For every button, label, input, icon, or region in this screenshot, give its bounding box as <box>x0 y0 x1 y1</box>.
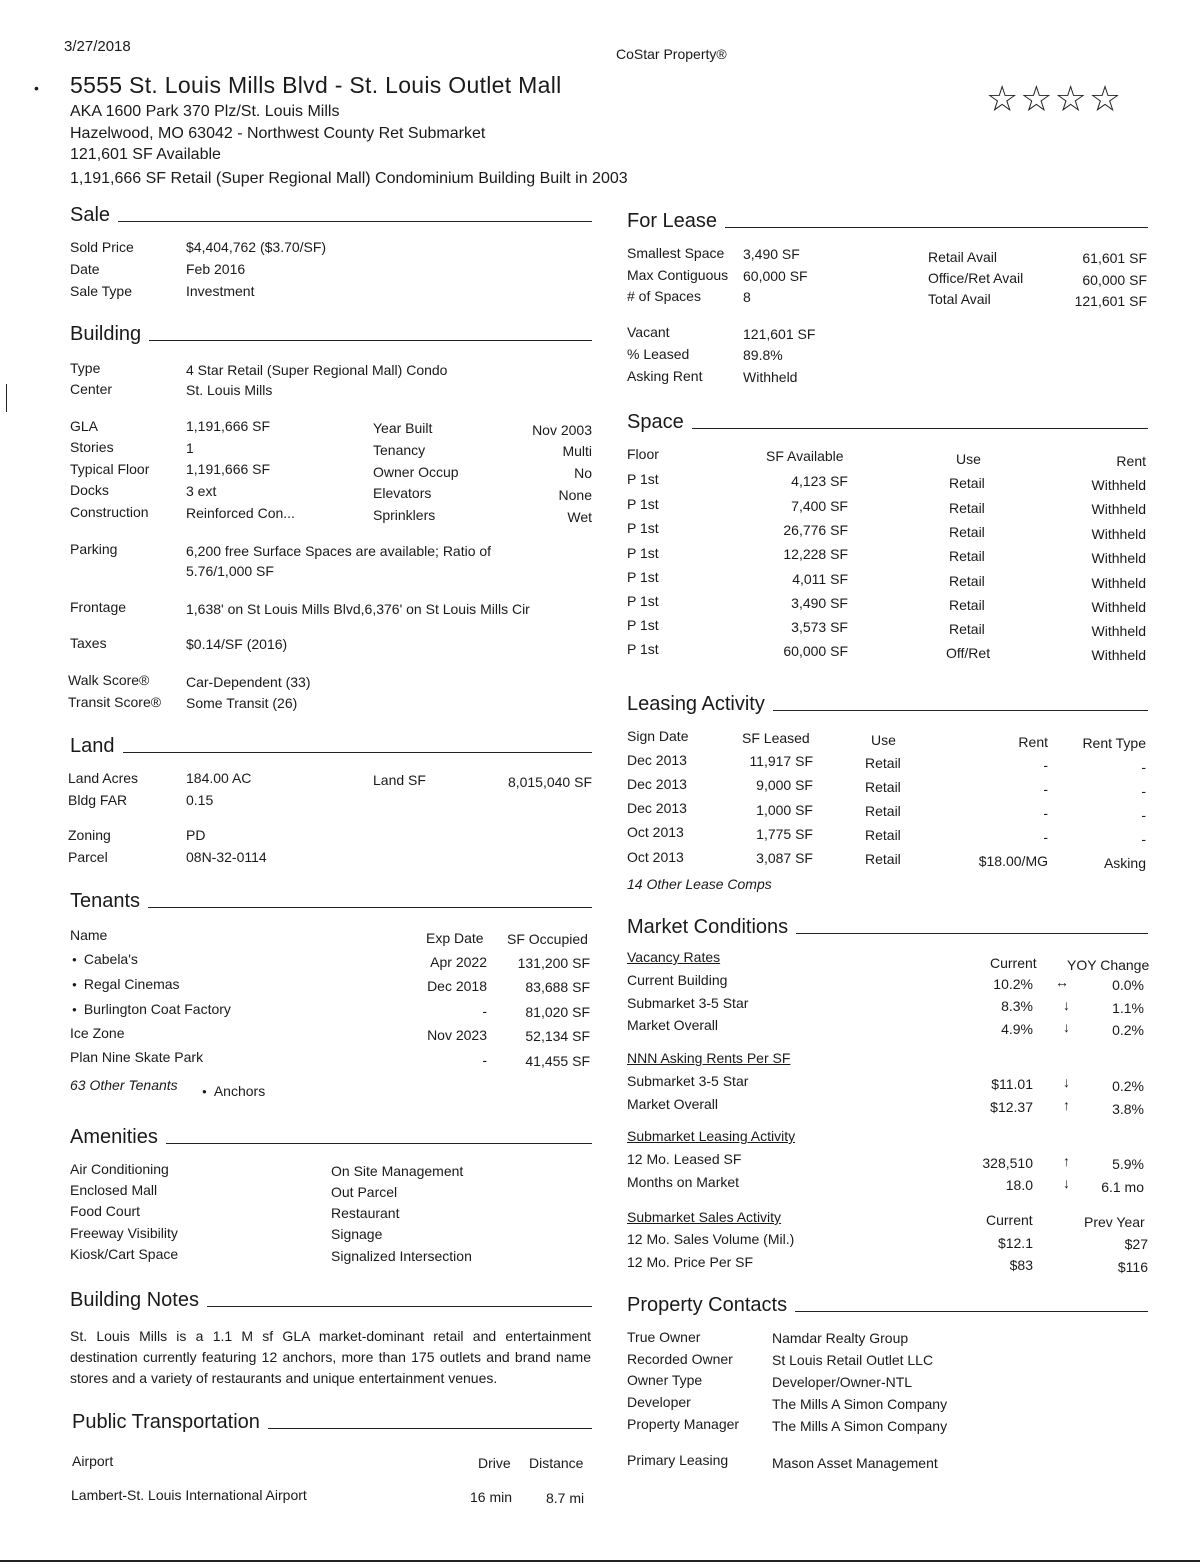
leasing-sf: 9,000 SF <box>756 777 813 793</box>
down-arrow-icon: ↓ <box>1063 997 1070 1013</box>
leasing-sf: 3,087 SF <box>756 850 813 866</box>
building-value: 3 ext <box>186 483 217 499</box>
building-value: 1,191,666 SF <box>186 418 271 434</box>
space-heading: Space <box>627 411 1148 434</box>
space-rent: Withheld <box>1091 623 1146 639</box>
market-current: 18.0 <box>1005 1177 1033 1193</box>
sales-col-current: Current <box>986 1212 1033 1228</box>
building-value: No <box>574 465 592 481</box>
leasing-col-date: Sign Date <box>627 728 689 744</box>
sale-heading: Sale <box>70 204 592 227</box>
available-line: 121,601 SF Available <box>70 146 221 163</box>
market-change: 3.8% <box>1112 1101 1144 1117</box>
sale-value: Investment <box>186 283 255 299</box>
taxes-label: Taxes <box>70 635 107 651</box>
frontage-label: Frontage <box>70 599 127 615</box>
asking-rents-subheading: NNN Asking Rents Per SF <box>627 1050 791 1066</box>
building-label: Docks <box>70 482 109 498</box>
leased-value: 89.8% <box>743 347 783 363</box>
lease-label: Total Avail <box>928 291 991 307</box>
leasing-col-sf: SF Leased <box>742 730 810 746</box>
leasing-date: Oct 2013 <box>627 849 684 865</box>
sale-label: Date <box>70 261 100 277</box>
amenity-item: Food Court <box>70 1203 141 1219</box>
leasing-sf: 1,000 SF <box>756 802 813 818</box>
market-label: Market Overall <box>627 1017 719 1033</box>
airport-name: Lambert-St. Louis International Airport <box>71 1487 307 1503</box>
building-label: Year Built <box>373 420 433 436</box>
space-col-floor: Floor <box>627 446 659 462</box>
leasing-type: - <box>1141 807 1146 823</box>
lease-label: Smallest Space <box>627 245 725 261</box>
leasing-rent: - <box>1043 757 1048 773</box>
tenant-sf: 52,134 SF <box>525 1028 590 1044</box>
primary-leasing-value: Mason Asset Management <box>772 1455 938 1471</box>
sales-label: 12 Mo. Price Per SF <box>627 1254 754 1270</box>
space-use: Retail <box>949 573 985 589</box>
lease-label: Max Contiguous <box>627 267 729 283</box>
tenant-exp: Nov 2023 <box>427 1027 487 1043</box>
lease-label: Office/Ret Avail <box>928 270 1024 286</box>
space-use: Retail <box>949 548 985 564</box>
tenant-name-anchor: ● Burlington Coat Factory <box>72 1001 231 1017</box>
primary-leasing-label: Primary Leasing <box>627 1452 729 1468</box>
tenant-sf: 131,200 SF <box>517 955 590 971</box>
space-use: Off/Ret <box>946 645 991 661</box>
lease-value: 60,000 SF <box>1082 272 1147 288</box>
building-label: Typical Floor <box>70 461 150 477</box>
tenant-exp: - <box>482 1003 487 1019</box>
building-center-label: Center <box>70 381 113 397</box>
market-current: $11.01 <box>991 1076 1033 1092</box>
market-change: 0.2% <box>1112 1022 1144 1038</box>
amenity-item: Air Conditioning <box>70 1161 169 1177</box>
building-notes-text: St. Louis Mills is a 1.1 M sf GLA market-dominant retail and entertainment destination currently featuring 12 anchors, more than 175 outlets and brand name stores and a variety of restaurants and unique entertainment venues. <box>70 1328 591 1386</box>
building-type-value: 4 Star Retail (Super Regional Mall) Condo <box>186 362 448 378</box>
amenity-item: Signage <box>331 1226 383 1242</box>
market-col-yoy: YOY Change <box>1067 957 1150 973</box>
taxes-value: $0.14/SF (2016) <box>186 636 288 652</box>
sales-label: 12 Mo. Sales Volume (Mil.) <box>627 1231 795 1247</box>
tenants-heading: Tenants <box>70 890 592 913</box>
no-change-arrow-icon: ↔ <box>1055 974 1069 990</box>
leasing-rent: - <box>1043 781 1048 797</box>
zoning-value: PD <box>186 827 206 843</box>
leasing-activity-heading: Leasing Activity <box>627 693 1148 716</box>
market-col-current: Current <box>990 955 1037 971</box>
sale-value: $4,404,762 ($3.70/SF) <box>186 239 327 255</box>
contact-label: Recorded Owner <box>627 1351 733 1367</box>
contact-value: The Mills A Simon Company <box>772 1396 948 1412</box>
contact-value: St Louis Retail Outlet LLC <box>772 1352 934 1368</box>
leasing-rent: - <box>1043 805 1048 821</box>
market-label: 12 Mo. Leased SF <box>627 1151 742 1167</box>
contact-value: Namdar Realty Group <box>772 1330 909 1346</box>
parcel-label: Parcel <box>68 849 108 865</box>
building-value: Wet <box>567 509 592 525</box>
space-col-rent: Rent <box>1116 453 1146 469</box>
amenity-item: Freeway Visibility <box>70 1225 178 1241</box>
leasing-type: Asking <box>1103 855 1146 871</box>
leasing-rent: $18.00/MG <box>978 853 1048 869</box>
building-heading: Building <box>70 323 592 346</box>
transport-col-drive: Drive <box>478 1455 511 1471</box>
lease-value: 3,490 SF <box>743 246 800 262</box>
market-label: Months on Market <box>627 1174 740 1190</box>
space-sf: 12,228 SF <box>783 546 848 562</box>
building-label: GLA <box>70 418 99 434</box>
space-floor: P 1st <box>627 545 659 561</box>
frontage-value: 1,638' on St Louis Mills Blvd,6,376' on St Louis Mills Cir <box>186 601 530 617</box>
space-floor: P 1st <box>627 569 659 585</box>
amenities-heading: Amenities <box>70 1126 592 1149</box>
for-lease-heading: For Lease <box>627 210 1148 233</box>
leasing-col-rent: Rent <box>1018 734 1048 750</box>
contact-label: Property Manager <box>627 1416 740 1432</box>
market-current: 328,510 <box>982 1155 1033 1171</box>
brand-label: CoStar Property® <box>616 46 727 62</box>
amenity-item: Restaurant <box>331 1205 400 1221</box>
amenity-item: Enclosed Mall <box>70 1182 158 1198</box>
space-sf: 4,011 SF <box>792 571 848 587</box>
space-floor: P 1st <box>627 641 659 657</box>
contact-label: True Owner <box>627 1329 701 1345</box>
vacant-label: Vacant <box>627 324 670 340</box>
space-floor: P 1st <box>627 593 659 609</box>
space-floor: P 1st <box>627 471 659 487</box>
space-rent: Withheld <box>1091 501 1146 517</box>
land-heading: Land <box>70 735 592 758</box>
up-arrow-icon: ↑ <box>1063 1153 1070 1169</box>
sales-prev: $27 <box>1124 1236 1148 1252</box>
sale-label: Sale Type <box>70 283 133 299</box>
tenants-col-name: Name <box>70 927 108 943</box>
leasing-sf: 1,775 SF <box>756 826 813 842</box>
space-rent: Withheld <box>1091 550 1146 566</box>
contact-value: The Mills A Simon Company <box>772 1418 948 1434</box>
zoning-label: Zoning <box>68 827 111 843</box>
lease-value: 61,601 SF <box>1082 250 1147 266</box>
market-current: $12.37 <box>990 1099 1033 1115</box>
space-sf: 3,490 SF <box>791 595 848 611</box>
tenant-exp: - <box>482 1052 487 1068</box>
transport-col-distance: Distance <box>529 1455 584 1471</box>
space-use: Retail <box>949 475 985 491</box>
leasing-use: Retail <box>865 779 901 795</box>
building-center-value: St. Louis Mills <box>186 382 273 398</box>
location-line: Hazelwood, MO 63042 - Northwest County Ret Submarket <box>70 125 486 142</box>
other-lease-comps-note: 14 Other Lease Comps <box>627 876 772 892</box>
building-type-label: Type <box>70 360 101 376</box>
building-value: Nov 2003 <box>532 422 592 438</box>
other-tenants-note: 63 Other Tenants <box>70 1077 178 1093</box>
building-desc-line: 1,191,666 SF Retail (Super Regional Mall) Condominium Building Built in 2003 <box>70 170 628 187</box>
lease-value: 8 <box>743 289 751 305</box>
market-change: 6.1 mo <box>1101 1179 1144 1195</box>
walk-score-value: Car-Dependent (33) <box>186 674 311 690</box>
building-value: 1 <box>186 440 194 456</box>
lease-value: 121,601 SF <box>1074 293 1147 309</box>
market-label: Submarket 3-5 Star <box>627 995 749 1011</box>
down-arrow-icon: ↓ <box>1063 1074 1070 1090</box>
leasing-subheading: Submarket Leasing Activity <box>627 1128 796 1144</box>
market-change: 1.1% <box>1112 1000 1144 1016</box>
leasing-type: - <box>1141 759 1146 775</box>
leasing-use: Retail <box>865 827 901 843</box>
market-current: 8.3% <box>1001 998 1033 1014</box>
space-rent: Withheld <box>1091 599 1146 615</box>
bldg-far-value: 0.15 <box>186 792 214 808</box>
parcel-value: 08N-32-0114 <box>186 849 267 865</box>
parking-value: 6,200 free Surface Spaces are available; Ratio of <box>186 543 492 559</box>
sales-current: $12.1 <box>997 1235 1033 1251</box>
building-label: Elevators <box>373 485 432 501</box>
leasing-col-type: Rent Type <box>1082 735 1146 751</box>
parking-value-cont: 5.76/1,000 SF <box>186 563 274 579</box>
building-value: 1,191,666 SF <box>186 461 271 477</box>
contact-value: Developer/Owner-NTL <box>772 1374 913 1390</box>
tenant-name: Plan Nine Skate Park <box>70 1049 204 1065</box>
space-rent: Withheld <box>1091 526 1146 542</box>
airport-drive: 16 min <box>470 1489 513 1505</box>
space-floor: P 1st <box>627 617 659 633</box>
page-bottom-rule <box>0 1560 1200 1562</box>
leased-label: % Leased <box>627 346 690 362</box>
lease-value: 60,000 SF <box>743 268 808 284</box>
leasing-date: Dec 2013 <box>627 800 687 816</box>
space-rent: Withheld <box>1091 575 1146 591</box>
leasing-date: Dec 2013 <box>627 752 687 768</box>
space-col-sf: SF Available <box>766 448 844 464</box>
amenity-item: Signalized Intersection <box>331 1248 472 1264</box>
sales-col-prev: Prev Year <box>1084 1214 1145 1230</box>
aka-line: AKA 1600 Park 370 Plz/St. Louis Mills <box>70 103 340 120</box>
tenant-exp: Dec 2018 <box>427 978 487 994</box>
land-acres-label: Land Acres <box>68 770 139 786</box>
space-floor: P 1st <box>627 520 659 536</box>
building-label: Owner Occup <box>373 464 459 480</box>
market-label: Market Overall <box>627 1096 719 1112</box>
star-rating-icon: ☆☆☆☆ <box>986 78 1124 119</box>
space-sf: 26,776 SF <box>783 522 848 538</box>
market-conditions-heading: Market Conditions <box>627 916 1148 939</box>
land-sf-value: 8,015,040 SF <box>507 774 592 790</box>
sale-label: Sold Price <box>70 239 134 255</box>
parking-label: Parking <box>70 541 118 557</box>
contact-label: Developer <box>627 1394 691 1410</box>
space-rent: Withheld <box>1091 477 1146 493</box>
market-label: Current Building <box>627 972 728 988</box>
land-acres-value: 184.00 AC <box>186 770 252 786</box>
bullet-mark: • <box>34 80 39 96</box>
contact-label: Owner Type <box>627 1372 703 1388</box>
transport-col-airport: Airport <box>72 1453 114 1469</box>
space-rent: Withheld <box>1091 647 1146 663</box>
tenant-exp: Apr 2022 <box>430 954 487 970</box>
tenant-sf: 83,688 SF <box>525 979 590 995</box>
market-current: 4.9% <box>1001 1021 1033 1037</box>
building-value: Reinforced Con... <box>186 505 295 521</box>
tenant-name-anchor: ● Regal Cinemas <box>72 976 180 992</box>
market-current: 10.2% <box>993 976 1033 992</box>
building-value: Multi <box>562 443 592 459</box>
market-change: 5.9% <box>1112 1156 1144 1172</box>
tenant-sf: 41,455 SF <box>525 1053 590 1069</box>
space-col-use: Use <box>956 451 981 467</box>
amenity-item: Out Parcel <box>331 1184 398 1200</box>
edge-mark <box>6 384 7 412</box>
leasing-sf: 11,917 SF <box>749 753 813 769</box>
space-sf: 7,400 SF <box>791 498 848 514</box>
building-label: Tenancy <box>373 442 426 458</box>
leasing-type: - <box>1141 831 1146 847</box>
transit-score-value: Some Transit (26) <box>186 695 298 711</box>
tenants-col-exp: Exp Date <box>426 930 484 946</box>
tenant-name-anchor: ● Cabela's <box>72 951 138 967</box>
report-date: 3/27/2018 <box>64 38 131 55</box>
anchors-legend: ● Anchors <box>202 1083 265 1099</box>
leasing-col-use: Use <box>871 732 896 748</box>
vacant-value: 121,601 SF <box>743 326 816 342</box>
tenant-name: Ice Zone <box>70 1025 125 1041</box>
space-use: Retail <box>949 524 985 540</box>
space-sf: 4,123 SF <box>791 473 848 489</box>
sales-prev: $116 <box>1117 1259 1148 1275</box>
space-use: Retail <box>949 500 985 516</box>
space-use: Retail <box>949 621 985 637</box>
transit-score-label: Transit Score® <box>68 694 162 710</box>
lease-label: Retail Avail <box>928 249 998 265</box>
page-title: 5555 St. Louis Mills Blvd - St. Louis Outlet Mall <box>70 72 562 98</box>
leasing-date: Oct 2013 <box>627 824 684 840</box>
down-arrow-icon: ↓ <box>1063 1175 1070 1191</box>
building-label: Sprinklers <box>373 507 436 523</box>
space-use: Retail <box>949 597 985 613</box>
sale-value: Feb 2016 <box>186 261 246 277</box>
vacancy-rates-subheading: Vacancy Rates <box>627 949 721 965</box>
building-value: None <box>558 487 592 503</box>
tenants-col-sf: SF Occupied <box>507 931 588 947</box>
land-sf-label: Land SF <box>373 772 426 788</box>
space-sf: 3,573 SF <box>791 619 848 635</box>
amenity-item: Kiosk/Cart Space <box>70 1246 179 1262</box>
leasing-rent: - <box>1043 829 1048 845</box>
sales-subheading: Submarket Sales Activity <box>627 1209 782 1225</box>
leasing-use: Retail <box>865 755 901 771</box>
airport-distance: 8.7 mi <box>546 1490 585 1506</box>
leasing-date: Dec 2013 <box>627 776 687 792</box>
building-label: Stories <box>70 439 114 455</box>
amenity-item: On Site Management <box>331 1163 464 1179</box>
building-notes-heading: Building Notes <box>70 1289 592 1312</box>
down-arrow-icon: ↓ <box>1063 1019 1070 1035</box>
market-change: 0.0% <box>1112 977 1144 993</box>
space-floor: P 1st <box>627 496 659 512</box>
tenant-sf: 81,020 SF <box>525 1004 590 1020</box>
space-sf: 60,000 SF <box>783 643 848 659</box>
walk-score-label: Walk Score® <box>68 672 150 688</box>
market-label: Submarket 3-5 Star <box>627 1073 749 1089</box>
public-transportation-heading: Public Transportation <box>72 1411 592 1434</box>
sales-current: $83 <box>1009 1257 1033 1273</box>
bldg-far-label: Bldg FAR <box>68 792 128 808</box>
building-label: Construction <box>70 504 149 520</box>
asking-rent-label: Asking Rent <box>627 368 703 384</box>
property-contacts-heading: Property Contacts <box>627 1294 1148 1317</box>
leasing-type: - <box>1141 783 1146 799</box>
asking-rent-value: Withheld <box>743 369 798 385</box>
market-change: 0.2% <box>1112 1078 1144 1094</box>
lease-label: # of Spaces <box>627 288 701 304</box>
leasing-use: Retail <box>865 803 901 819</box>
up-arrow-icon: ↑ <box>1063 1097 1070 1113</box>
leasing-use: Retail <box>865 851 901 867</box>
